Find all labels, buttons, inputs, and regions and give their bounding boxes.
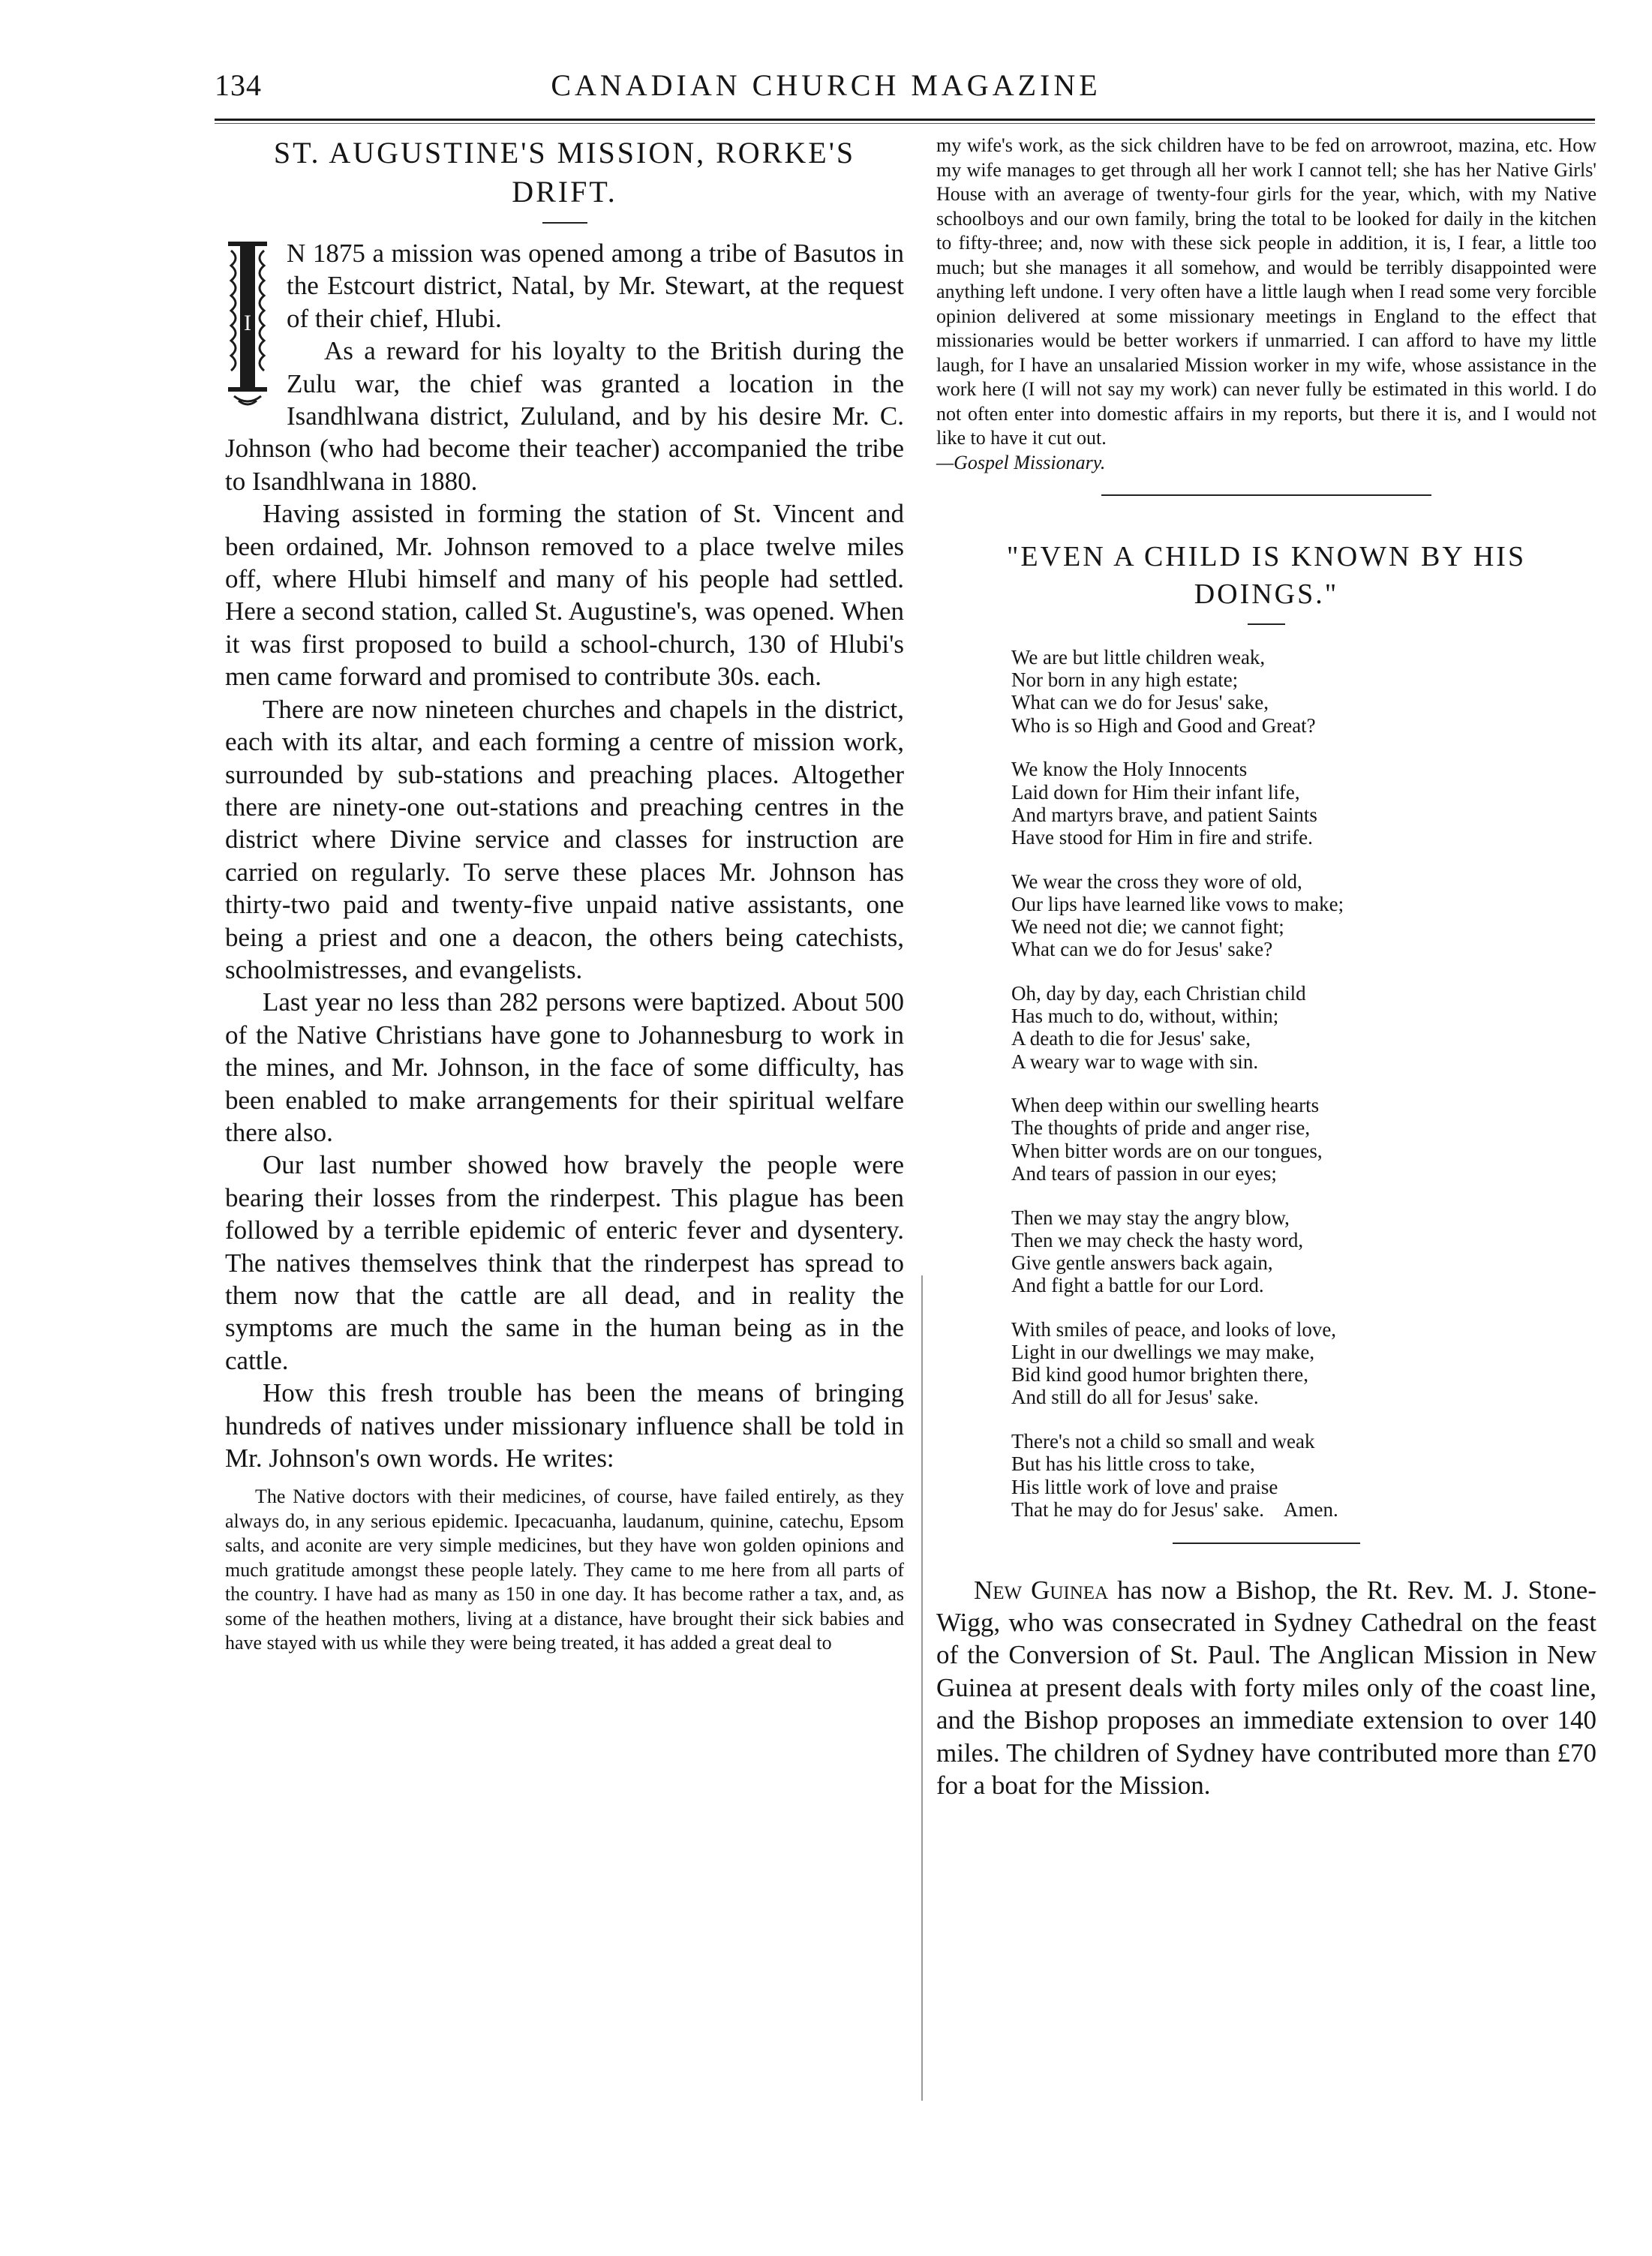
poem-line: Laid down for Him their infant life, (1011, 780, 1300, 804)
section-rule (1101, 494, 1431, 496)
stanza (1011, 1206, 1596, 1297)
poem-line: And still do all for Jesus' sake. (1011, 1386, 1259, 1409)
title-dash (542, 222, 587, 224)
poem-line: A weary war to wage with sin. (1011, 1050, 1259, 1073)
running-title: CANADIAN CHURCH MAGAZINE (551, 68, 1101, 102)
poem-line: That he may do for Jesus' sake. Amen. (1011, 1497, 1338, 1521)
svg-text:I: I (244, 311, 251, 335)
quote-text: my wife's work, as the sick children have to be fed on arrowroot, mazina, etc. How my wife manages to get through all her work I cannot tell; she has her Native Girls' House with an average of twenty-four girls for the year, which, with my Native schoolboys and our own family, bring the total to be looked for daily in the kitchen to fifty-three; and, now with these sick people in addition, it is, I fear, a little too much; but she manages it all somehow, and would be terribly disappointed were anything left undone. I very often have a little laugh when I read some very forcible opinion delivered at some missionary meetings in England to the effect that missionaries would be better workers if unmarried. I can afford to have my little laugh, for I have an unsalaried Mission worker in my wife, whose assistance in the work here (I will not say my work) can never fully be estimated in this world. I do not often enter into domestic affairs in my reports, but there it is, and I would not like to have it cut out. —Gospel Missionary. (936, 134, 1596, 473)
poem-line: We know the Holy Innocents (1011, 758, 1248, 781)
poem-amen: Amen. (1284, 1497, 1338, 1521)
page-number: 134 (215, 68, 262, 102)
poem-line: Light in our dwellings we may make, (1011, 1341, 1315, 1364)
poem-line: Has much to do, without, within; (1011, 1005, 1279, 1028)
poem-line: Who is so High and Good and Great? (1011, 713, 1316, 737)
poem (1011, 646, 1596, 1521)
poem-line: There's not a child so small and weak (1011, 1430, 1315, 1453)
stanza (1011, 758, 1596, 849)
poem-line: With smiles of peace, and looks of love, (1011, 1317, 1337, 1341)
poem-line: Give gentle answers back again, (1011, 1251, 1273, 1274)
note-lead: New Guinea (974, 1575, 1109, 1605)
stanza (1011, 1318, 1596, 1409)
stanza (1011, 1094, 1596, 1185)
paragraph: As a reward for his loyalty to the British during the Zulu war, the chief was granted a location in the Isandhlwana district, Zululand, and by his desire Mr. C. Johnson (who had become their teacher) accompanied the tribe to Isandhlwana in 1880. (225, 336, 904, 496)
poem-line: We are but little children weak, (1011, 646, 1266, 668)
stanza (1011, 646, 1596, 737)
poem-line: Have stood for Him in fire and strife. (1011, 825, 1313, 849)
dropcap-i-icon (225, 240, 270, 409)
poem-line: When deep within our swelling hearts (1011, 1094, 1320, 1117)
new-guinea-note (936, 1574, 1596, 1802)
quoted-letter-part1 (225, 1485, 904, 1656)
paragraph: N 1875 a mission was opened among a tribe of Basutos in the Estcourt district, Natal, by Mr. Stewart, at the request of their chief, Hlubi. (287, 239, 904, 333)
stanza (1011, 870, 1596, 961)
poem-line: We wear the cross they wore of old, (1011, 870, 1302, 893)
header-rule-thin (215, 123, 1595, 124)
poem-line: Our lips have learned like vows to make; (1011, 892, 1344, 915)
stanza (1011, 1430, 1596, 1521)
poem-line: We need not die; we cannot fight; (1011, 915, 1284, 939)
poem-line: And fight a battle for our Lord. (1011, 1274, 1264, 1297)
poem-line: But has his little cross to take, (1011, 1452, 1255, 1476)
poem-line: When bitter words are on our tongues, (1011, 1139, 1323, 1162)
right-column (936, 134, 1596, 1801)
stanza (1011, 982, 1596, 1073)
poem-line: The thoughts of pride and anger rise, (1011, 1116, 1311, 1140)
poem-line: Nor born in any high estate; (1011, 668, 1239, 692)
section-rule (1173, 1543, 1360, 1544)
poem-line: What can we do for Jesus' sake? (1011, 938, 1273, 961)
poem-line: And martyrs brave, and patient Saints (1011, 803, 1317, 826)
poem-title: "EVEN A CHILD IS KNOWN BY HIS DOINGS." (1006, 541, 1527, 610)
article-body (225, 237, 904, 1474)
quoted-letter-part2 (936, 134, 1596, 475)
poem-line: His little work of love and praise (1011, 1475, 1278, 1498)
quote-source: —Gospel Missionary. (936, 451, 1106, 473)
column-divider (921, 1275, 923, 2101)
paragraph: There are now nineteen churches and chapels in the district, each with its altar, and each forming a centre of mission work, surrounded by sub-stations and preaching places. Altogether there are ninety-one out-stations and preaching centres in the district where Divine service and classes for instruction are carried on regularly. To serve these places Mr. Johnson has thirty-two paid and twenty-five unpaid native assistants, one being a priest and one a deacon, the others being catechists, schoolmistresses, and evangelists. (225, 694, 904, 984)
left-column (225, 134, 904, 1656)
poem-line: Oh, day by day, each Christian child (1011, 981, 1306, 1005)
poem-line: Bid kind good humor brighten there, (1011, 1363, 1308, 1386)
paragraph: Last year no less than 282 persons were baptized. About 500 of the Native Christians have gone to Johannesburg to work in the mines, and Mr. Johnson, in the face of some difficulty, has been enabled to make arrangements for their spiritual welfare there also. (225, 987, 904, 1147)
poem-line: Then we may check the hasty word, (1011, 1228, 1304, 1251)
poem-line: And tears of passion in our eyes; (1011, 1161, 1277, 1185)
note-text: has now a Bishop, the Rt. Rev. M. J. Stone-Wigg, who was consecrated in Sydney Cathedral on the feast of the Conversion of St. Paul. The Anglican Mission in New Guinea at present deals with forty miles only of the coast line, and the Bishop proposes an immediate extension to over 140 miles. The children of Sydney have contributed more than £70 for a boat for the Mission. (936, 1575, 1596, 1800)
poem-line: What can we do for Jesus' sake, (1011, 691, 1269, 714)
ornamental-dropcap (225, 240, 270, 409)
poem-dash (1248, 623, 1285, 625)
article-title: ST. AUGUSTINE'S MISSION, RORKE'S DRIFT. (273, 136, 856, 209)
header-rule (215, 119, 1595, 121)
quote-text: The Native doctors with their medicines, of course, have failed entirely, as they always do, in any serious epidemic. Ipecacuanha, laudanum, quinine, catechu, Epsom salts, and aconite are very simple medicines, but they have won golden opinions and much gratitude amongst these people lately. They came to me here from all parts of the country. I have had as many as 150 in one day. It has become rather a tax, and, as some of the heathen mothers, living at a distance, have brought their sick babies and have stayed with us while they were being treated, it has added a great deal to (225, 1485, 904, 1654)
paragraph: How this fresh trouble has been the means of bringing hundreds of natives under missionary influence shall be told in Mr. Johnson's own words. He writes: (225, 1378, 904, 1473)
paragraph: Having assisted in forming the station of St. Vincent and been ordained, Mr. Johnson removed to a place twelve miles off, where Hlubi himself and many of his people had settled. Here a second station, called St. Augustine's, was opened. When it was first proposed to build a school-church, 130 of Hlubi's men came forward and promised to contribute 30s. each. (225, 499, 904, 692)
poem-line: A death to die for Jesus' sake, (1011, 1027, 1251, 1050)
poem-line: Then we may stay the angry blow, (1011, 1206, 1290, 1229)
paragraph: Our last number showed how bravely the people were bearing their losses from the rinderpest. This plague has been followed by a terrible epidemic of enteric fever and dysentery. The natives themselves think that the rinderpest has spread to them now that the cattle are all dead, and in reality the symptoms are much the same in the human being as in the cattle. (225, 1150, 904, 1375)
